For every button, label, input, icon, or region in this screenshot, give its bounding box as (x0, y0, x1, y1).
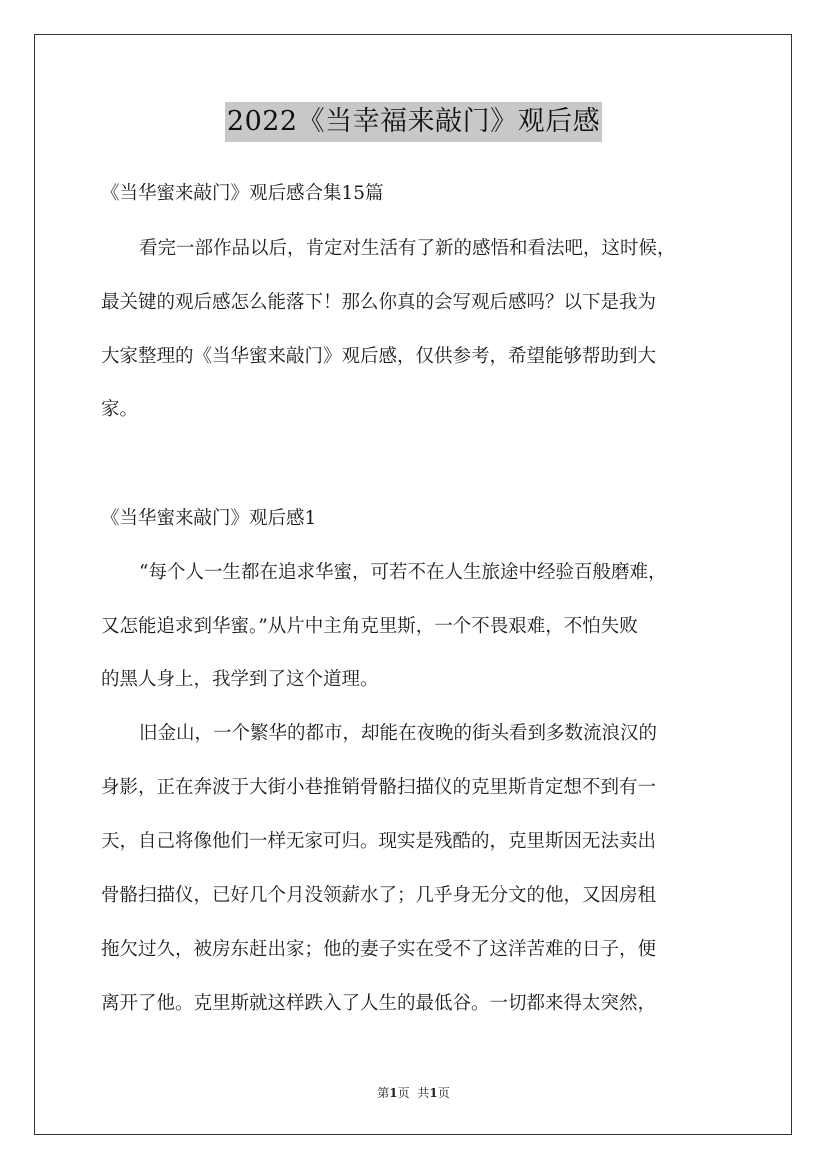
intro-line: 家。 (101, 399, 139, 420)
paragraph-line: 拖欠过久，被房东赶出家；他的妻子实在受不了这洋苦难的日子，便 (101, 939, 657, 960)
footer-page-number: 1 (389, 1086, 398, 1100)
page-footer (0, 1084, 827, 1101)
paragraph-line: 的黑人身上，我学到了这个道理。 (101, 669, 379, 690)
section-heading: 《当华蜜来敲门》观后感1 (101, 508, 317, 529)
paragraph-line: 旧金山，一个繁华的都市，却能在夜晚的街头看到多数流浪汉的 (139, 723, 658, 744)
intro-line: 大家整理的《当华蜜来敲门》观后感，仅供参考，希望能够帮助到大 (101, 346, 657, 367)
footer-total-prefix: 共 (417, 1086, 430, 1100)
document-title: 2022《当幸福来敲门》观后感 (225, 102, 602, 142)
subtitle: 《当华蜜来敲门》观后感合集15篇 (101, 183, 384, 204)
footer-page-prefix: 第 (377, 1086, 390, 1100)
footer-page-suffix: 页 (397, 1086, 410, 1100)
intro-line: 看完一部作品以后，肯定对生活有了新的感悟和看法吧，这时候， (139, 238, 676, 259)
paragraph-line: 骨骼扫描仪，已好几个月没领薪水了；几乎身无分文的他，又因房租 (101, 885, 657, 906)
title-container (0, 102, 827, 142)
footer-total-number: 1 (429, 1086, 438, 1100)
paragraph-line: 离开了他。克里斯就这样跌入了人生的最低谷。一切都来得太突然， (101, 993, 657, 1014)
intro-line: 最关键的观后感怎么能落下！那么你真的会写观后感吗？以下是我为 (101, 292, 657, 313)
paragraph-line: 身影，正在奔波于大街小巷推销骨骼扫描仪的克里斯肯定想不到有一 (101, 777, 657, 798)
paragraph-line: 又怎能追求到华蜜。”从片中主角克里斯，一个不畏艰难，不怕失败 (101, 616, 638, 637)
paragraph-line: 天，自己将像他们一样无家可归。现实是残酷的，克里斯因无法卖出 (101, 831, 657, 852)
footer-total-suffix: 页 (437, 1086, 450, 1100)
paragraph-line: “每个人一生都在追求华蜜，可若不在人生旅途中经验百般磨难， (139, 562, 667, 583)
